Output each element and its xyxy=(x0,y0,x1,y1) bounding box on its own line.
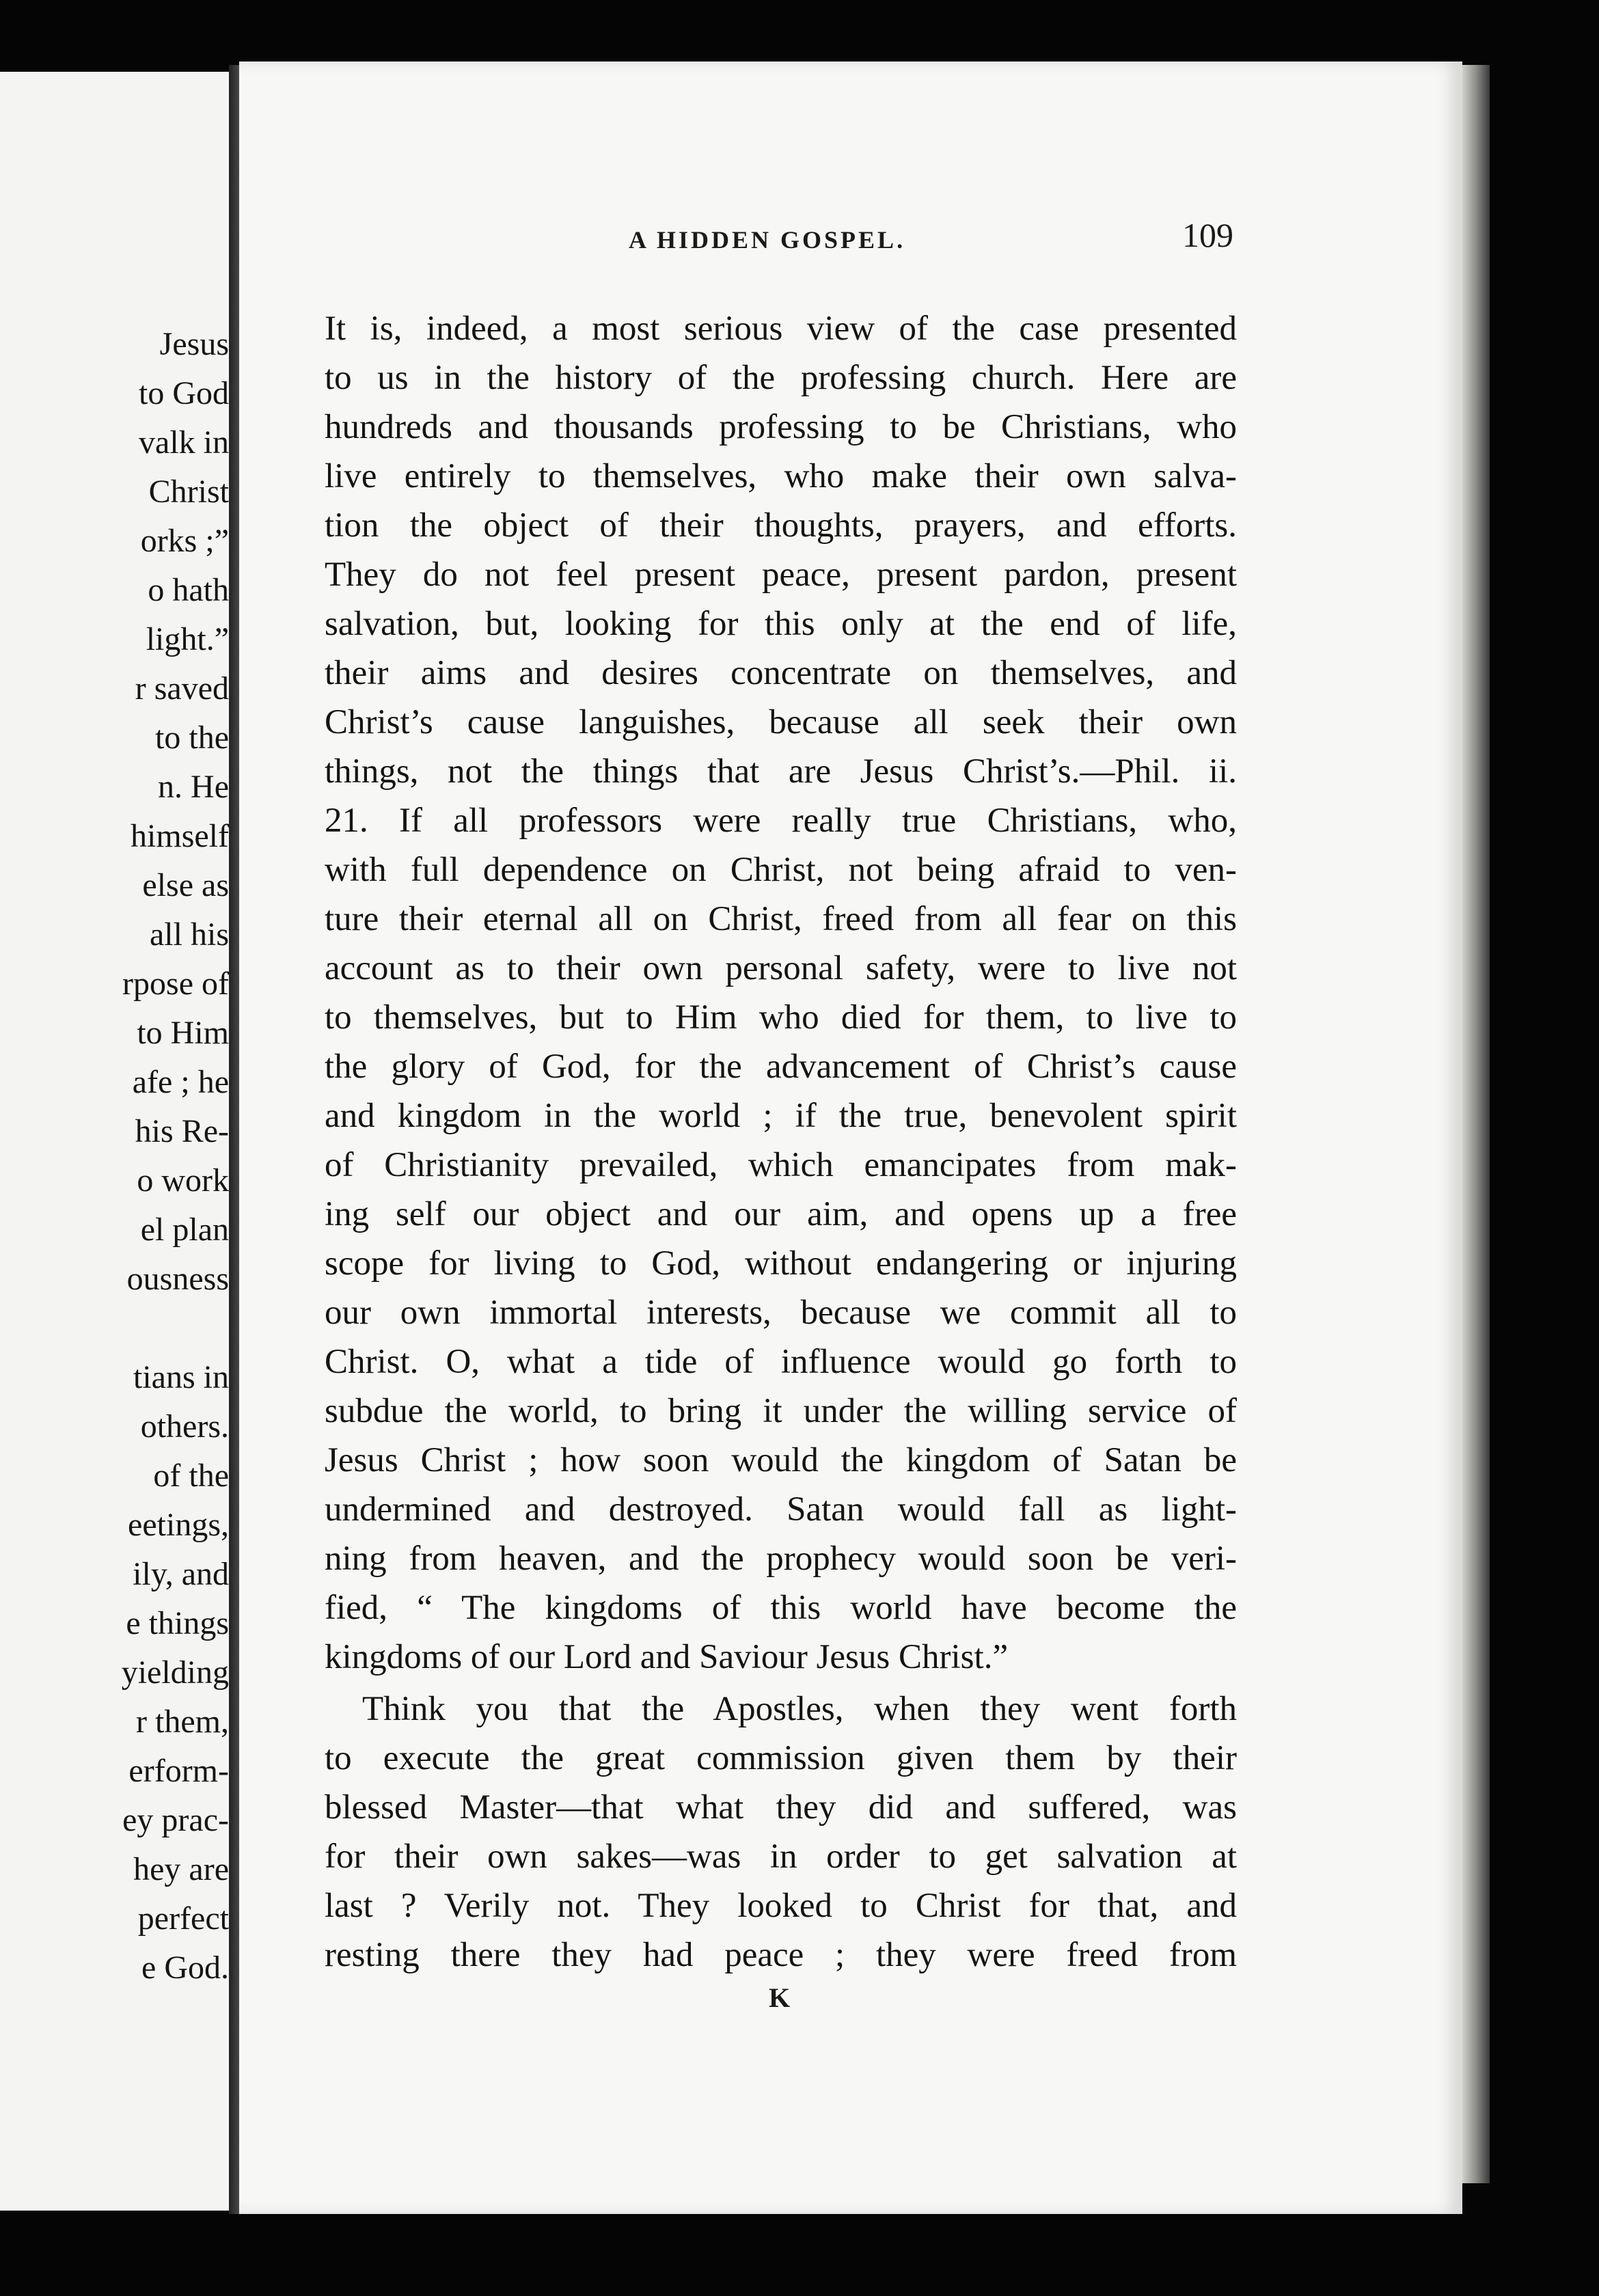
facing-page-line: all his xyxy=(150,916,229,953)
facing-page-line: n. He xyxy=(158,769,229,805)
text-line: hundreds and thousands professing to be Christians, who xyxy=(325,408,1237,446)
facing-page-line: valk in xyxy=(139,424,229,461)
text-line: tion the object of their thoughts, prayers, and efforts. xyxy=(325,506,1237,545)
text-line: ning from heaven, and the prophecy would soon be veri- xyxy=(325,1540,1237,1578)
text-line: to themselves, but to Him who died for them, to live to xyxy=(325,998,1237,1037)
text-line: salvation, but, looking for this only at the end of life, xyxy=(325,605,1237,643)
text-line: scope for living to God, without endangering or injuring xyxy=(325,1244,1237,1283)
text-line: It is, indeed, a most serious view of the case presented xyxy=(325,310,1237,348)
facing-page-line: light.” xyxy=(146,621,229,657)
facing-page-line: orks ;” xyxy=(140,523,229,559)
text-line: ing self our object and our aim, and opens up a free xyxy=(325,1195,1237,1233)
text-line: of Christianity prevailed, which emancipates from mak- xyxy=(325,1146,1237,1184)
text-line: resting there they had peace ; they were freed from xyxy=(325,1936,1237,1974)
text-line: for their own sakes—was in order to get salvation at xyxy=(325,1837,1237,1876)
text-line: fied, “ The kingdoms of this world have become the xyxy=(325,1589,1237,1627)
paragraph-1 xyxy=(325,304,1237,1682)
text-line: kingdoms of our Lord and Saviour Jesus Christ.” xyxy=(325,1638,1009,1676)
paragraph-2 xyxy=(325,1684,1237,1980)
text-line: their aims and desires concentrate on themselves, and xyxy=(325,654,1237,692)
facing-page-line: o hath xyxy=(148,572,229,608)
facing-page-line: tians in xyxy=(133,1359,229,1395)
facing-page-fragment xyxy=(0,72,232,2211)
text-line: the glory of God, for the advancement of Christ’s cause xyxy=(325,1048,1237,1086)
text-line: blessed Master—that what they did and suffered, was xyxy=(325,1788,1237,1827)
facing-page-line: to the xyxy=(155,720,229,756)
text-line: Christ’s cause languishes, because all seek their own xyxy=(325,703,1237,741)
facing-page-line: ily, and xyxy=(133,1556,229,1592)
page-edge xyxy=(1462,65,1490,2183)
facing-page-line: hey are xyxy=(133,1851,229,1887)
facing-page-line: perfect xyxy=(137,1900,229,1937)
text-line: account as to their own personal safety, were to live not xyxy=(325,949,1237,987)
body-text xyxy=(325,304,1237,1980)
facing-page-line: r them, xyxy=(136,1704,229,1740)
text-line: Jesus Christ ; how soon would the kingdom of Satan be xyxy=(325,1441,1237,1479)
text-line: to us in the history of the professing church. Here are xyxy=(325,359,1237,397)
facing-page-line: r saved xyxy=(135,670,229,707)
text-line: last ? Verily not. They looked to Christ for that, and xyxy=(325,1887,1237,1925)
signature-mark: K xyxy=(769,1982,791,2013)
facing-page-line: to Him xyxy=(137,1015,229,1051)
text-line: things, not the things that are Jesus Christ’s.—Phil. ii. xyxy=(325,752,1237,791)
facing-page-line: others. xyxy=(140,1408,229,1445)
facing-page-line: Jesus xyxy=(159,326,229,362)
text-line: Think you that the Apostles, when they went forth xyxy=(362,1690,1237,1728)
facing-page-line: erform- xyxy=(128,1753,229,1789)
facing-page-line: o work xyxy=(137,1162,229,1199)
text-line: and kingdom in the world ; if the true, benevolent spirit xyxy=(325,1097,1237,1135)
text-line: subdue the world, to bring it under the willing service of xyxy=(325,1392,1237,1430)
text-line: ture their eternal all on Christ, freed from all fear on this xyxy=(325,900,1237,938)
running-head: A HIDDEN GOSPEL. xyxy=(629,226,906,254)
facing-page-line: yielding xyxy=(121,1654,229,1691)
facing-page-line: else as xyxy=(142,867,229,903)
text-line: undermined and destroyed. Satan would fall as light- xyxy=(325,1490,1237,1529)
text-line: to execute the great commission given them by their xyxy=(325,1739,1237,1777)
facing-page-line: rpose of xyxy=(122,966,229,1002)
facing-page-line: to God xyxy=(139,375,229,411)
text-line: with full dependence on Christ, not being afraid to ven- xyxy=(325,851,1237,889)
text-line: our own immortal interests, because we commit all to xyxy=(325,1294,1237,1332)
facing-page-line: el plan xyxy=(140,1212,229,1248)
facing-page-line: e God. xyxy=(141,1950,229,1986)
text-line: Christ. O, what a tide of influence would go forth to xyxy=(325,1343,1237,1381)
facing-page-line: himself xyxy=(131,818,229,854)
text-line: They do not feel present peace, present pardon, present xyxy=(325,556,1237,594)
facing-page-line: his Re- xyxy=(135,1113,229,1149)
page-number: 109 xyxy=(1182,216,1233,254)
facing-page-line: e things xyxy=(126,1605,229,1641)
facing-page-line: afe ; he xyxy=(132,1064,229,1100)
facing-page-line: ousness xyxy=(126,1261,229,1297)
facing-page-line: ey prac- xyxy=(122,1802,229,1838)
facing-page-line: of the xyxy=(153,1458,229,1494)
facing-page-line: eetings, xyxy=(128,1507,229,1543)
facing-page-line: Christ xyxy=(148,474,229,510)
text-line: live entirely to themselves, who make their own salva- xyxy=(325,457,1237,495)
text-line: 21. If all professors were really true Christians, who, xyxy=(325,802,1237,840)
